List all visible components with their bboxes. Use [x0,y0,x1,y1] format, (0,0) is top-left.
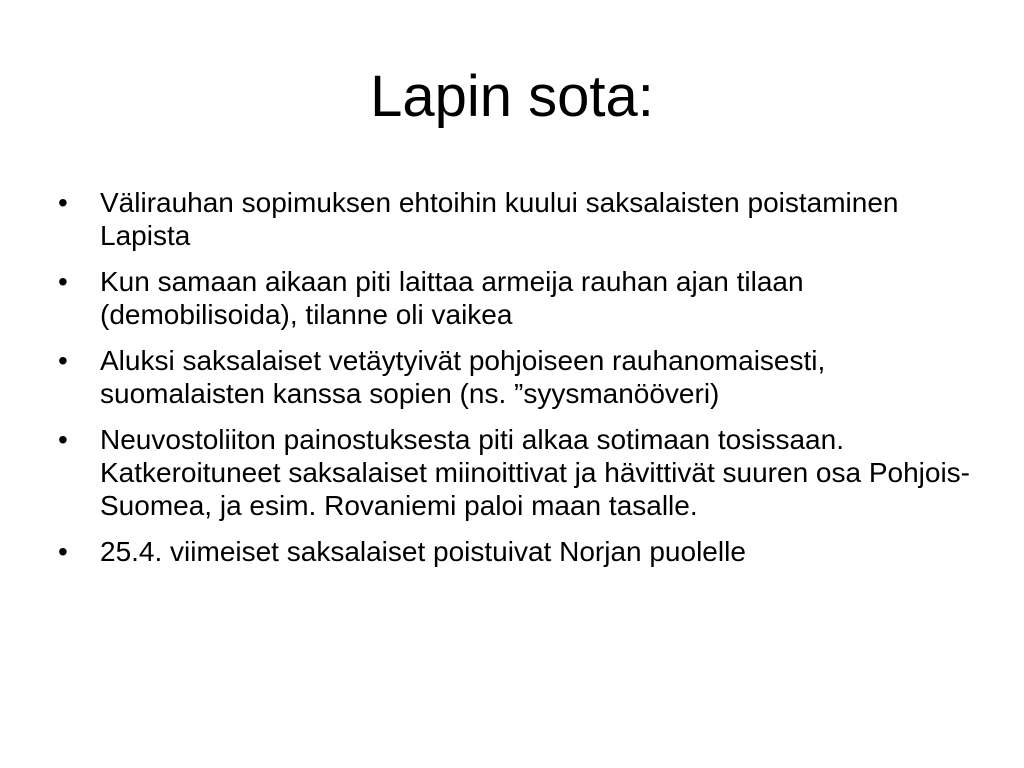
bullet-item [58,423,978,522]
bullet-text: 25.4. viimeiset saksalaiset poistuivat Norjan puolelle [100,536,746,567]
bullet-text: Neuvostoliiton painostuksesta piti alkaa sotimaan tosissaan. Katkeroituneet saksalaiset miinoittivat ja hävittivät suuren osa Pohjois-Suomea, ja esim. Rovaniemi paloi maan tasalle. [100,424,970,521]
bullet-icon: • [58,266,68,297]
bullet-list [58,186,978,581]
bullet-text: Kun samaan aikaan piti laittaa armeija rauhan ajan tilaan (demobilisoida), tilanne oli vaikea [100,266,804,330]
bullet-item [58,265,978,331]
bullet-text: Välirauhan sopimuksen ehtoihin kuului saksalaisten poistaminen Lapista [100,187,899,251]
bullet-item [58,535,978,568]
bullet-item [58,344,978,410]
bullet-icon: • [58,187,68,218]
bullet-icon: • [58,424,68,455]
bullet-item [58,186,978,252]
bullet-icon: • [58,536,68,567]
slide-title: Lapin sota: [370,64,654,129]
bullet-icon: • [58,345,68,376]
bullet-text: Aluksi saksalaiset vetäytyivät pohjoiseen rauhanomaisesti, suomalaisten kanssa sopien (ns. ”syysmanööveri) [100,345,826,409]
